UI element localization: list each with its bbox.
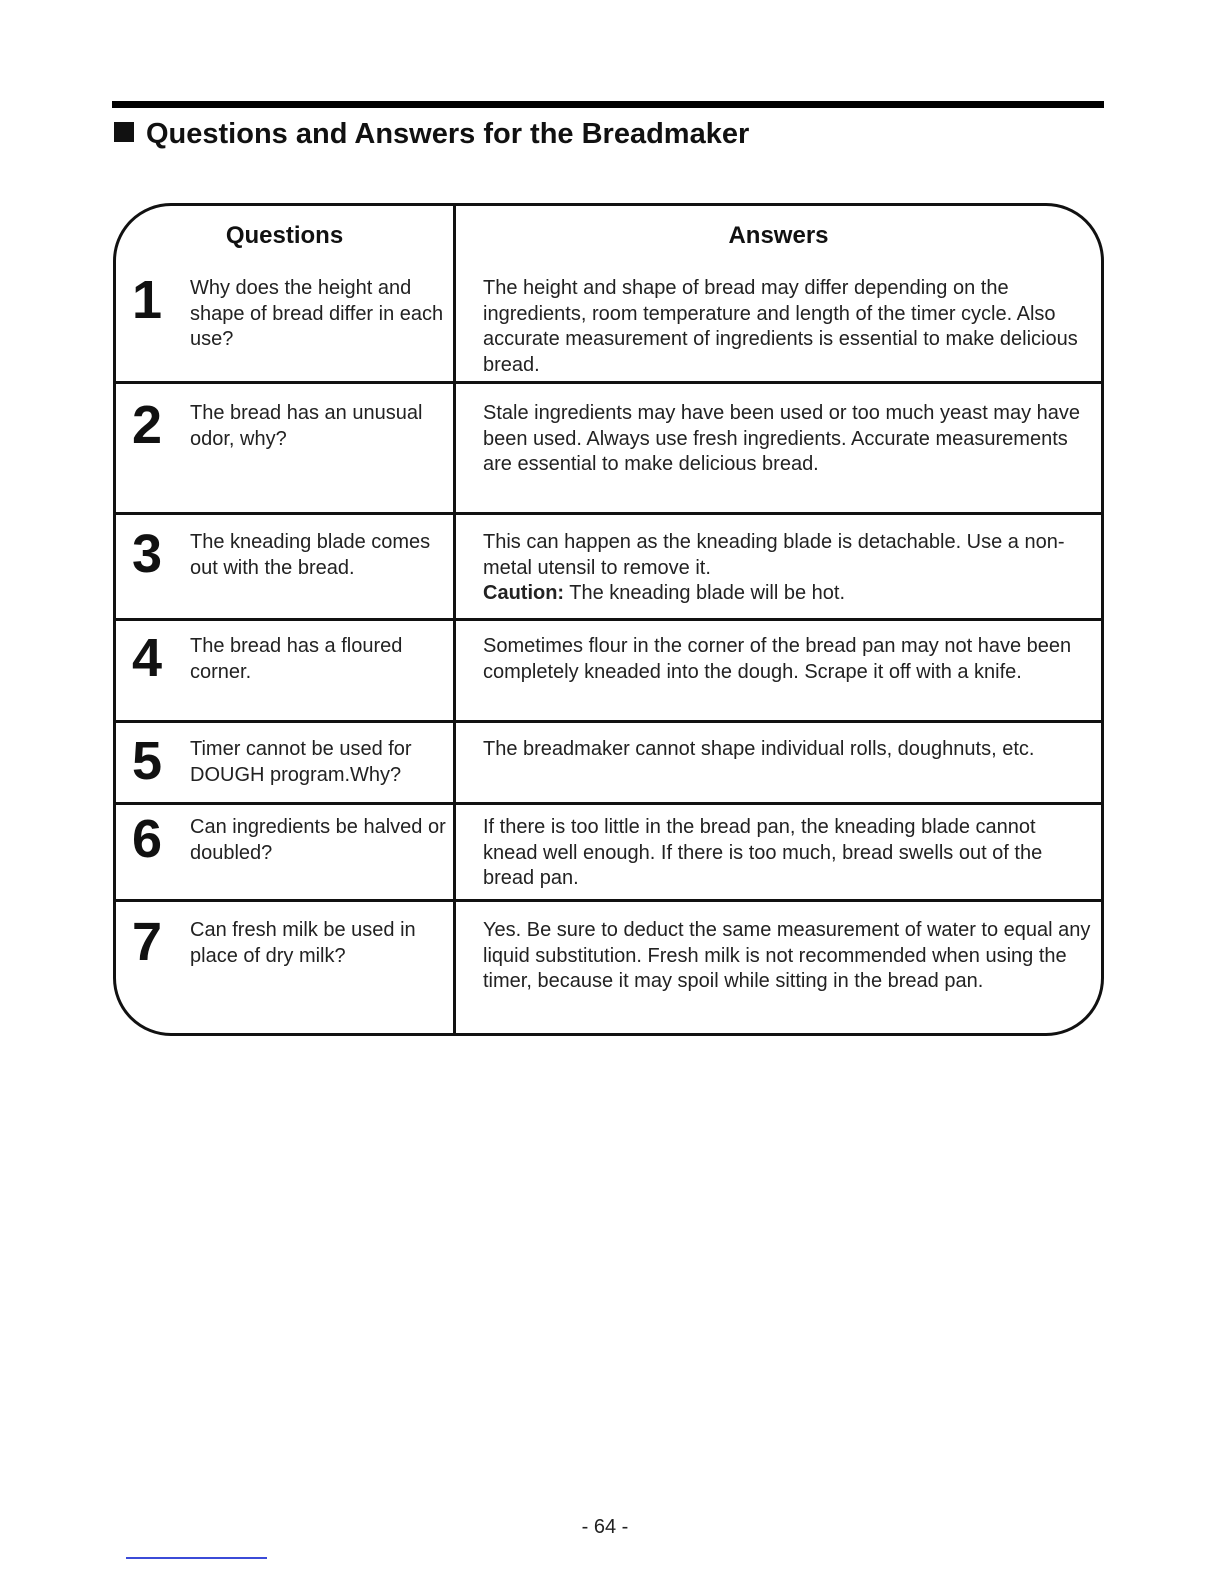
qa-row-7 — [116, 912, 1101, 1028]
qa-row-1 — [116, 270, 1101, 384]
question-text: The kneading blade comes out with the bread. — [190, 531, 431, 579]
question-text: Can ingredients be halved or doubled? — [190, 816, 446, 864]
qa-row-4 — [116, 628, 1101, 723]
row-number: 3 — [132, 524, 163, 584]
row-number: 6 — [132, 809, 163, 869]
page-title — [114, 116, 749, 152]
caution-text: The kneading blade will be hot. — [564, 582, 846, 605]
qa-row-6 — [116, 809, 1101, 902]
qa-table — [113, 203, 1104, 1036]
answer-text: Yes. Be sure to deduct the same measurement of water to equal any liquid substitution. Fresh milk is not recommended when using the timer, because it may spoil while sitting in the bread pan. — [483, 919, 1091, 993]
page-number: - 64 - — [581, 1516, 629, 1538]
question-text: The bread has an unusual odor, why? — [190, 402, 423, 450]
answer-main: This can happen as the kneading blade is detachable. Use a non-metal utensil to remove it. — [483, 531, 1065, 579]
row-number: 2 — [132, 395, 163, 455]
header-answers: Answers — [728, 222, 829, 249]
footer-underline — [126, 1557, 267, 1559]
answer-text: Stale ingredients may have been used or too much yeast may have been used. Always use fresh ingredients. Accurate measurements are essential to make delicious bread. — [483, 402, 1081, 476]
header-questions: Questions — [225, 222, 344, 249]
row-number: 5 — [132, 731, 163, 791]
qa-row-2 — [116, 395, 1101, 515]
answer-text: Sometimes flour in the corner of the bread pan may not have been completely kneaded into the dough. Scrape it off with a knife. — [483, 635, 1072, 683]
top-rule — [112, 101, 1104, 108]
qa-row-5 — [116, 731, 1101, 805]
qa-row-3 — [116, 524, 1101, 621]
question-text: Timer cannot be used for DOUGH program.Why? — [190, 738, 412, 786]
answer-text — [483, 530, 1095, 607]
page-title-text: Questions and Answers for the Breadmaker — [146, 118, 750, 150]
question-text: Can fresh milk be used in place of dry milk? — [190, 919, 416, 967]
answer-text: The height and shape of bread may differ depending on the ingredients, room temperature and length of the timer cycle. Also accurate measurement of ingredients is essential to make delicious bread. — [483, 277, 1078, 377]
caution-label: Caution: — [483, 582, 565, 605]
question-text: Why does the height and shape of bread differ in each use? — [190, 277, 444, 351]
answer-text: If there is too little in the bread pan, the kneading blade cannot knead well enough. If there is too much, bread swells out of the bread pan. — [483, 816, 1043, 890]
row-number: 4 — [132, 628, 163, 688]
answer-text: The breadmaker cannot shape individual rolls, doughnuts, etc. — [483, 738, 1035, 760]
square-bullet-icon — [114, 122, 134, 142]
question-text: The bread has a floured corner. — [190, 635, 403, 683]
row-number: 1 — [132, 270, 163, 330]
row-number: 7 — [132, 912, 163, 972]
